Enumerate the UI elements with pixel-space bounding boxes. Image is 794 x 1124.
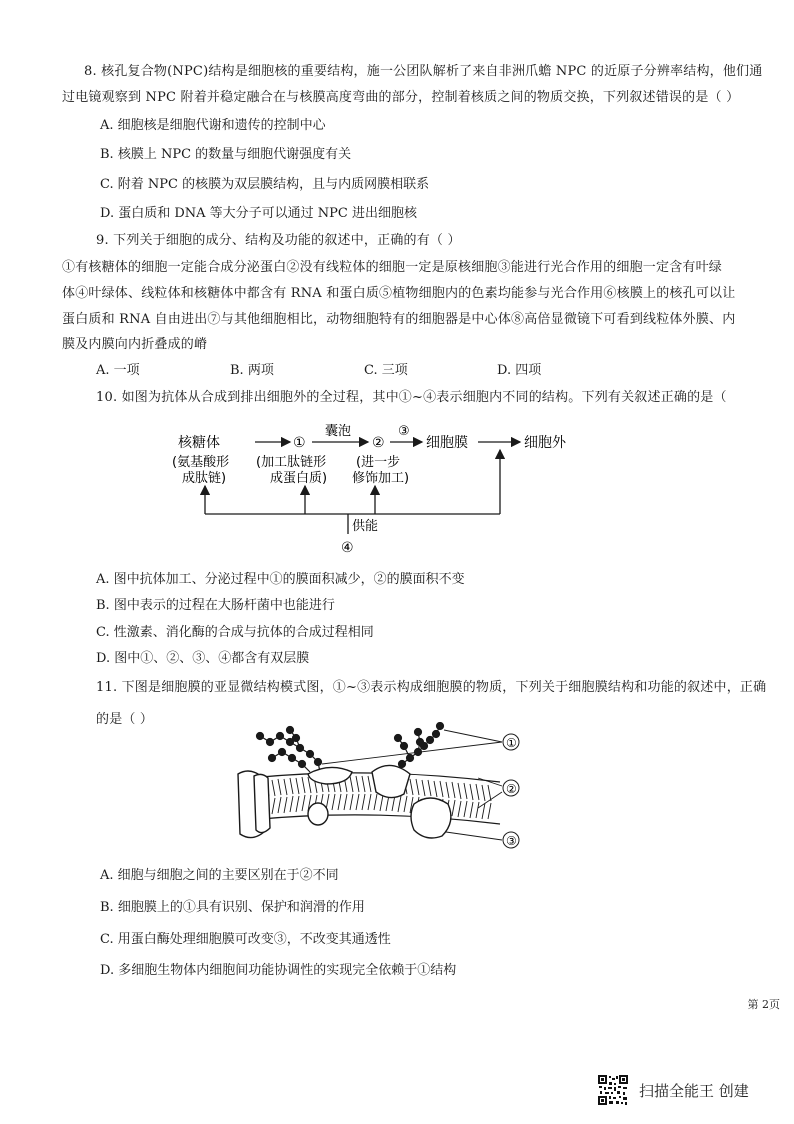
glycoprotein-chain-left bbox=[257, 727, 322, 773]
node-2-note-2: 修饰加工) bbox=[352, 471, 410, 486]
q11-option-a: A. 细胞与细胞之间的主要区别在于②不同 bbox=[100, 868, 339, 883]
ribosome-note-1: (氨基酸形 bbox=[172, 455, 230, 470]
q9-option-c: C. 三项 bbox=[364, 363, 408, 378]
node-2-label: ② bbox=[372, 435, 385, 451]
scanner-watermark bbox=[597, 1074, 749, 1106]
glycoprotein-chain-right bbox=[395, 723, 444, 773]
cell-outside-label: 细胞外 bbox=[524, 435, 566, 451]
q10-stem: 10. 如图为抗体从合成到排出细胞外的全过程，其中①~④表示细胞内不同的结构。下列有关叙述正确的是（ bbox=[96, 390, 727, 405]
q9-line3: 蛋白质和 RNA 自由进出⑦与其他细胞相比，动物细胞特有的细胞器是中心体⑧高倍显微镜下可看到线粒体外膜、内 bbox=[62, 312, 736, 327]
q8-option-a: A. 细胞核是细胞代谢和遗传的控制中心 bbox=[100, 118, 326, 133]
q9-stem: 9. 下列关于细胞的成分、结构及功能的叙述中，正确的有（ ） bbox=[96, 233, 461, 248]
q9-line4: 膜及内膜向内折叠成的嵴 bbox=[62, 337, 208, 352]
q8-option-d: D. 蛋白质和 DNA 等大分子可以通过 NPC 进出细胞核 bbox=[100, 206, 418, 221]
qr-code-icon bbox=[597, 1074, 629, 1106]
vesicle-label: 囊泡 bbox=[325, 424, 352, 439]
cell-membrane-label: 细胞膜 bbox=[426, 435, 468, 451]
cell-membrane-diagram bbox=[230, 722, 530, 852]
q10-option-d: D. 图中①、②、③、④都含有双层膜 bbox=[96, 651, 310, 666]
q10-option-c: C. 性激素、消化酶的合成与抗体的合成过程相同 bbox=[96, 625, 374, 640]
node-1-note-2: 成蛋白质) bbox=[270, 471, 328, 486]
label-2: ② bbox=[506, 782, 517, 796]
label-3: ③ bbox=[506, 834, 517, 848]
q9-option-b: B. 两项 bbox=[230, 363, 274, 378]
q11-option-b: B. 细胞膜上的①具有识别、保护和润滑的作用 bbox=[100, 900, 365, 915]
node-1-note-1: (加工肽链形 bbox=[256, 455, 327, 470]
q9-option-a: A. 一项 bbox=[96, 363, 140, 378]
antibody-secretion-diagram bbox=[160, 420, 580, 560]
q8-option-c: C. 附着 NPC 的核膜为双层膜结构，且与内质网膜相联系 bbox=[100, 177, 430, 192]
q11-option-c: C. 用蛋白酶处理细胞膜可改变③，不改变其通透性 bbox=[100, 932, 391, 947]
scanner-label: 扫描全能王 创建 bbox=[639, 1081, 749, 1100]
label-1: ① bbox=[506, 736, 517, 750]
node-3-label: ③ bbox=[398, 424, 410, 439]
q9-option-d: D. 四项 bbox=[497, 363, 542, 378]
q11-option-d: D. 多细胞生物体内细胞间功能协调性的实现完全依赖于①结构 bbox=[100, 963, 457, 978]
ribosome-note-2: 成肽链) bbox=[182, 471, 227, 486]
node-1-label: ① bbox=[293, 435, 306, 451]
energy-label: 供能 bbox=[352, 519, 379, 534]
q8-option-b: B. 核膜上 NPC 的数量与细胞代谢强度有关 bbox=[100, 147, 352, 162]
node-2-note-1: (进一步 bbox=[356, 455, 401, 470]
q11-stem-line1: 11. 下图是细胞膜的亚显微结构模式图，①~③表示构成细胞膜的物质，下列关于细胞膜结构和功能的叙述中，正确 bbox=[96, 680, 767, 695]
q8-stem-line1: 8. 核孔复合物(NPC)结构是细胞核的重要结构，施一公团队解析了来自非洲爪蟾 NPC 的近原子分辨率结构，他们通 bbox=[84, 64, 763, 79]
q9-line1: ①有核糖体的细胞一定能合成分泌蛋白②没有线粒体的细胞一定是原核细胞③能进行光合作用的细胞一定含有叶绿 bbox=[62, 260, 723, 275]
page-number: 第 2页 bbox=[747, 998, 780, 1011]
q9-line2: 体④叶绿体、线粒体和核糖体中都含有 RNA 和蛋白质⑤植物细胞内的色素均能参与光合作用⑥核膜上的核孔可以让 bbox=[62, 286, 736, 301]
q10-option-b: B. 图中表示的过程在大肠杆菌中也能进行 bbox=[96, 598, 335, 613]
q11-stem-line2: 的是（ ） bbox=[96, 712, 154, 727]
q10-option-a: A. 图中抗体加工、分泌过程中①的膜面积减少，②的膜面积不变 bbox=[96, 572, 465, 587]
q8-stem-line2: 过电镜观察到 NPC 附着并稳定融合在与核膜高度弯曲的部分，控制着核质之间的物质交换，下列叙述错误的是（ ） bbox=[62, 90, 740, 105]
node-4-label: ④ bbox=[341, 540, 354, 556]
ribosome-label: 核糖体 bbox=[178, 435, 220, 451]
